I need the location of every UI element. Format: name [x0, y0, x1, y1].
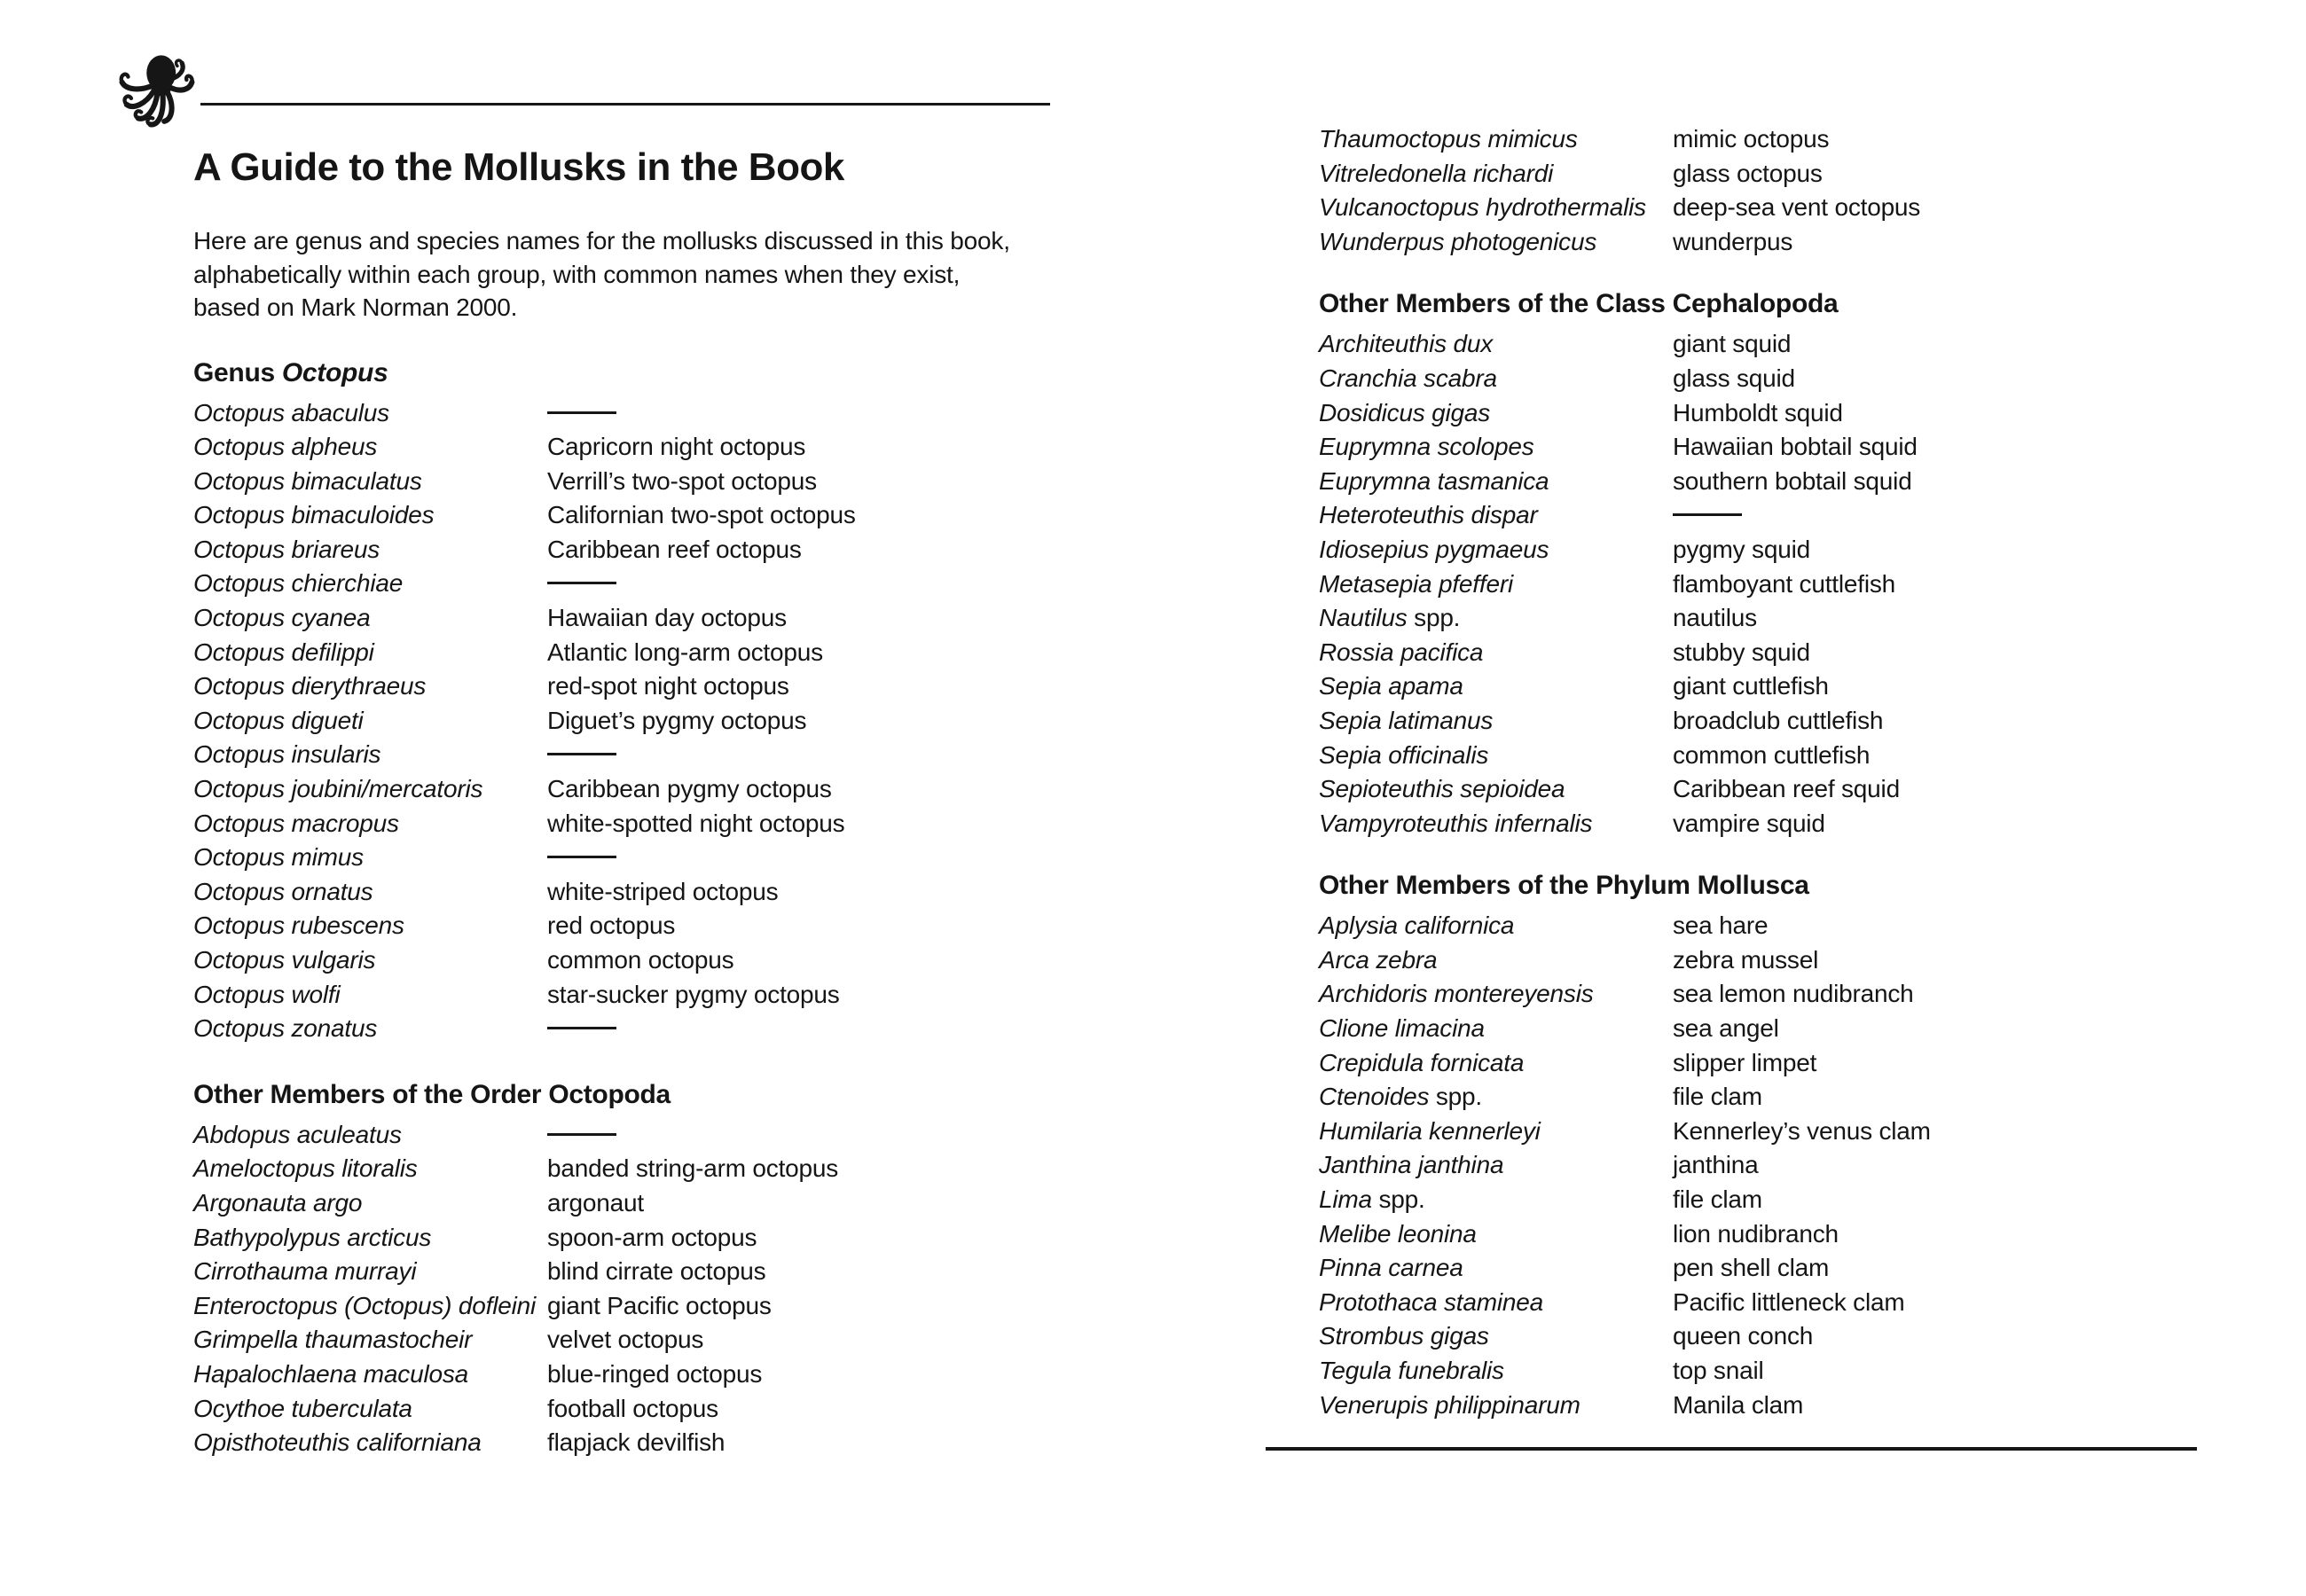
common-name: stubby squid [1673, 638, 1810, 666]
species-name: Dosidicus gigas [1319, 398, 1491, 426]
species-row [1319, 1217, 2241, 1252]
common-name: banded string-arm octopus [547, 1154, 839, 1183]
species-name: Octopus insularis [193, 740, 381, 769]
common-name: common cuttlefish [1673, 740, 1871, 769]
species-row [1319, 1012, 2241, 1046]
species-name: Janthina janthina [1319, 1151, 1504, 1179]
common-name: argonaut [547, 1188, 644, 1217]
missing-common-name-dash [547, 856, 616, 858]
species-name-roman-suffix: spp. [1429, 1083, 1483, 1111]
common-name: white-spotted night octopus [547, 809, 845, 837]
species-row [1319, 122, 2241, 157]
species-name: Octopus cyanea [193, 604, 371, 632]
species-name: Nautilus spp. [1319, 604, 1461, 632]
species-name: Octopus wolfi [193, 980, 341, 1008]
species-name: Octopus bimaculatus [193, 466, 422, 495]
species-row [1319, 430, 2241, 465]
species-name: Opisthoteuthis californiana [193, 1428, 482, 1457]
common-name: sea hare [1673, 911, 1769, 940]
species-row [1319, 1286, 2241, 1320]
species-name: Octopus dierythraeus [193, 672, 427, 700]
species-row [193, 1152, 1133, 1186]
species-row [1319, 909, 2241, 943]
species-name: Protothaca staminea [1319, 1287, 1544, 1316]
species-name: Bathypolypus arcticus [193, 1223, 432, 1251]
species-row [1319, 533, 2241, 567]
species-name: Tegula funebralis [1319, 1357, 1504, 1384]
species-row [1319, 1046, 2241, 1081]
species-name: Octopus ornatus [193, 877, 373, 905]
species-name: Thaumoctopus mimicus [1319, 125, 1578, 153]
species-row [1319, 739, 2241, 773]
species-row [1319, 396, 2241, 431]
species-name-roman-suffix: spp. [1371, 1185, 1425, 1214]
species-row [193, 1392, 1133, 1427]
species-row [1319, 1115, 2241, 1149]
common-name: blue-ringed octopus [547, 1359, 763, 1388]
species-name: Lima spp. [1319, 1185, 1425, 1214]
species-row [1319, 704, 2241, 739]
common-name: vampire squid [1673, 809, 1825, 837]
species-name: Sepioteuthis sepioidea [1319, 775, 1565, 803]
species-row [1319, 1319, 2241, 1354]
common-name: Diguet’s pygmy octopus [547, 706, 807, 734]
species-name: Octopus defilippi [193, 638, 374, 666]
common-name: deep-sea vent octopus [1673, 193, 1921, 222]
species-name: Euprymna scolopes [1319, 433, 1534, 461]
common-name [547, 396, 616, 431]
species-row [193, 1186, 1133, 1221]
species-name: Octopus mimus [193, 843, 364, 872]
species-name: Ctenoides spp. [1319, 1083, 1483, 1111]
species-name: Strombus gigas [1319, 1322, 1489, 1350]
species-name: Clione limacina [1319, 1014, 1485, 1043]
common-name: lion nudibranch [1673, 1219, 1839, 1248]
species-row [1319, 636, 2241, 670]
common-name: pygmy squid [1673, 535, 1810, 563]
common-name: nautilus [1673, 604, 1757, 632]
species-name: Aplysia californica [1319, 911, 1515, 940]
species-name: Enteroctopus (Octopus) dofleini [193, 1291, 537, 1319]
common-name [547, 738, 616, 772]
species-row [193, 396, 1133, 431]
species-row [1319, 1080, 2241, 1115]
missing-common-name-dash [547, 1027, 616, 1029]
species-name: Ocythoe tuberculata [193, 1394, 412, 1422]
species-name: Heteroteuthis dispar [1319, 501, 1538, 529]
common-name: Pacific littleneck clam [1673, 1287, 1905, 1316]
common-name: football octopus [547, 1394, 718, 1422]
left-sections [193, 358, 1133, 1460]
common-name: top snail [1673, 1357, 1764, 1384]
missing-common-name-dash [547, 753, 616, 755]
species-name: Abdopus aculeatus [193, 1120, 402, 1148]
species-name: Wunderpus photogenicus [1319, 227, 1597, 255]
left-page-column [193, 146, 1133, 1460]
common-name: velvet octopus [547, 1326, 704, 1354]
section-heading: Other Members of the Class Cephalopoda [1319, 289, 1839, 319]
intro-line: alphabetically within each group, with common names when they exist, [193, 260, 961, 288]
species-name: Argonauta argo [193, 1188, 363, 1217]
page-title: A Guide to the Mollusks in the Book [193, 145, 844, 189]
species-row [193, 1289, 1133, 1324]
common-name: glass octopus [1673, 159, 1823, 187]
common-name: sea lemon nudibranch [1673, 980, 1914, 1008]
common-name: Humboldt squid [1673, 398, 1843, 426]
species-row [193, 1426, 1133, 1460]
intro-line: Here are genus and species names for the mollusks discussed in this book, [193, 227, 1010, 254]
common-name: giant squid [1673, 330, 1792, 358]
species-name: Cranchia scabra [1319, 364, 1497, 392]
section-heading: Genus Octopus [193, 357, 388, 387]
common-name: Kennerley’s venus clam [1673, 1116, 1931, 1145]
species-name: Crepidula fornicata [1319, 1048, 1525, 1076]
species-name: Octopus rubescens [193, 911, 404, 940]
species-name: Archidoris montereyensis [1319, 980, 1594, 1008]
intro-paragraph [193, 224, 1133, 325]
species-name: Sepia officinalis [1319, 740, 1489, 769]
common-name: sea angel [1673, 1014, 1779, 1043]
species-name: Octopus chierchiae [193, 569, 404, 598]
species-name: Sepia latimanus [1319, 706, 1494, 734]
footer-rule [1266, 1447, 2197, 1451]
common-name: blind cirrate octopus [547, 1257, 766, 1286]
common-name: Hawaiian bobtail squid [1673, 433, 1918, 461]
common-name: flamboyant cuttlefish [1673, 569, 1896, 598]
common-name: Atlantic long-arm octopus [547, 638, 823, 666]
species-name: Hapalochlaena maculosa [193, 1359, 469, 1388]
missing-common-name-dash [547, 411, 616, 414]
common-name: Manila clam [1673, 1390, 1804, 1419]
species-name: Euprymna tasmanica [1319, 466, 1549, 495]
missing-common-name-dash [547, 582, 616, 584]
missing-common-name-dash [1673, 513, 1742, 516]
common-name: wunderpus [1673, 227, 1793, 255]
species-row [1319, 1389, 2241, 1423]
species-row [193, 943, 1133, 978]
right-page-column [1319, 122, 2241, 1422]
species-row [1319, 225, 2241, 260]
species-row [193, 669, 1133, 704]
common-name: common octopus [547, 946, 734, 974]
species-row [1319, 977, 2241, 1012]
common-name: Hawaiian day octopus [547, 604, 787, 632]
species-row [1319, 1251, 2241, 1286]
common-name: Caribbean pygmy octopus [547, 775, 832, 803]
species-name: Octopus digueti [193, 706, 364, 734]
species-row [193, 978, 1133, 1013]
species-name: Vampyroteuthis infernalis [1319, 809, 1593, 837]
common-name [547, 1012, 616, 1046]
species-row [1319, 327, 2241, 362]
common-name: red octopus [547, 911, 676, 940]
species-row [193, 909, 1133, 943]
species-row [193, 1357, 1133, 1392]
common-name: Californian two-spot octopus [547, 501, 856, 529]
species-row [193, 636, 1133, 670]
common-name [1673, 498, 1742, 533]
species-row [193, 1255, 1133, 1289]
species-name: Octopus macropus [193, 809, 399, 837]
common-name: broadclub cuttlefish [1673, 706, 1884, 734]
species-row [193, 465, 1133, 499]
species-row [193, 772, 1133, 807]
species-row [193, 1323, 1133, 1357]
common-name: flapjack devilfish [547, 1428, 726, 1457]
species-row [1319, 1183, 2241, 1217]
species-name: Octopus briareus [193, 535, 380, 563]
species-row [1319, 807, 2241, 841]
species-row [193, 1012, 1133, 1046]
common-name: white-striped octopus [547, 877, 779, 905]
common-name: janthina [1673, 1151, 1759, 1179]
common-name: spoon-arm octopus [547, 1223, 757, 1251]
species-row [193, 1118, 1133, 1153]
right-sections [1319, 122, 2241, 1422]
species-name: Pinna carnea [1319, 1254, 1463, 1282]
species-row [1319, 1148, 2241, 1183]
common-name: pen shell clam [1673, 1254, 1830, 1282]
species-name: Cirrothauma murrayi [193, 1257, 417, 1286]
species-row [1319, 669, 2241, 704]
common-name: Caribbean reef squid [1673, 775, 1900, 803]
common-name: giant cuttlefish [1673, 672, 1829, 700]
species-row [193, 567, 1133, 601]
species-name: Octopus joubini/mercatoris [193, 775, 483, 803]
common-name: glass squid [1673, 364, 1795, 392]
species-name: Octopus vulgaris [193, 946, 376, 974]
common-name: mimic octopus [1673, 125, 1830, 153]
species-row [193, 841, 1133, 875]
common-name: file clam [1673, 1185, 1762, 1214]
species-name: Humilaria kennerleyi [1319, 1116, 1541, 1145]
species-row [1319, 191, 2241, 225]
common-name: Capricorn night octopus [547, 433, 806, 461]
species-name: Octopus alpheus [193, 433, 378, 461]
species-name: Octopus bimaculoides [193, 501, 435, 529]
species-name: Ameloctopus litoralis [193, 1154, 418, 1183]
species-name: Vitreledonella richardi [1319, 159, 1554, 187]
species-row [1319, 1354, 2241, 1389]
common-name [547, 1118, 616, 1153]
common-name: slipper limpet [1673, 1048, 1817, 1076]
species-row [1319, 157, 2241, 192]
species-name: Sepia apama [1319, 672, 1463, 700]
species-row [193, 704, 1133, 739]
species-name: Grimpella thaumastocheir [193, 1326, 473, 1354]
species-row [193, 601, 1133, 636]
species-name: Architeuthis dux [1319, 330, 1494, 358]
common-name: red-spot night octopus [547, 672, 789, 700]
missing-common-name-dash [547, 1133, 616, 1136]
common-name [547, 841, 616, 875]
species-row [1319, 943, 2241, 978]
intro-line: based on Mark Norman 2000. [193, 293, 518, 321]
common-name: file clam [1673, 1083, 1762, 1111]
common-name: Caribbean reef octopus [547, 535, 802, 563]
species-row [1319, 362, 2241, 396]
species-row [1319, 772, 2241, 807]
species-name: Idiosepius pygmaeus [1319, 535, 1549, 563]
common-name: queen conch [1673, 1322, 1814, 1350]
species-name: Rossia pacifica [1319, 638, 1484, 666]
species-name: Metasepia pfefferi [1319, 569, 1513, 598]
species-row [193, 498, 1133, 533]
species-row [193, 430, 1133, 465]
section-heading: Other Members of the Order Octopoda [193, 1079, 671, 1109]
species-row [193, 807, 1133, 841]
species-name: Octopus zonatus [193, 1014, 378, 1043]
species-row [193, 738, 1133, 772]
species-row [1319, 567, 2241, 602]
species-row [1319, 601, 2241, 636]
species-name: Melibe leonina [1319, 1219, 1477, 1248]
species-name: Vulcanoctopus hydrothermalis [1319, 193, 1646, 222]
species-name: Venerupis philippinarum [1319, 1390, 1580, 1419]
octopus-logo-icon [114, 51, 206, 144]
species-row [193, 1221, 1133, 1256]
common-name: star-sucker pygmy octopus [547, 980, 840, 1008]
header-rule [200, 103, 1050, 106]
species-name: Arca zebra [1319, 945, 1438, 974]
common-name [547, 567, 616, 601]
species-row [1319, 498, 2241, 533]
common-name: southern bobtail squid [1673, 466, 1912, 495]
section-heading: Other Members of the Phylum Mollusca [1319, 871, 1809, 901]
species-name-roman-suffix: spp. [1407, 604, 1461, 632]
species-row [1319, 465, 2241, 499]
common-name: Verrill’s two-spot octopus [547, 466, 817, 495]
species-row [193, 533, 1133, 567]
common-name: giant Pacific octopus [547, 1291, 772, 1319]
common-name: zebra mussel [1673, 945, 1819, 974]
species-row [193, 875, 1133, 910]
species-name: Octopus abaculus [193, 398, 389, 426]
